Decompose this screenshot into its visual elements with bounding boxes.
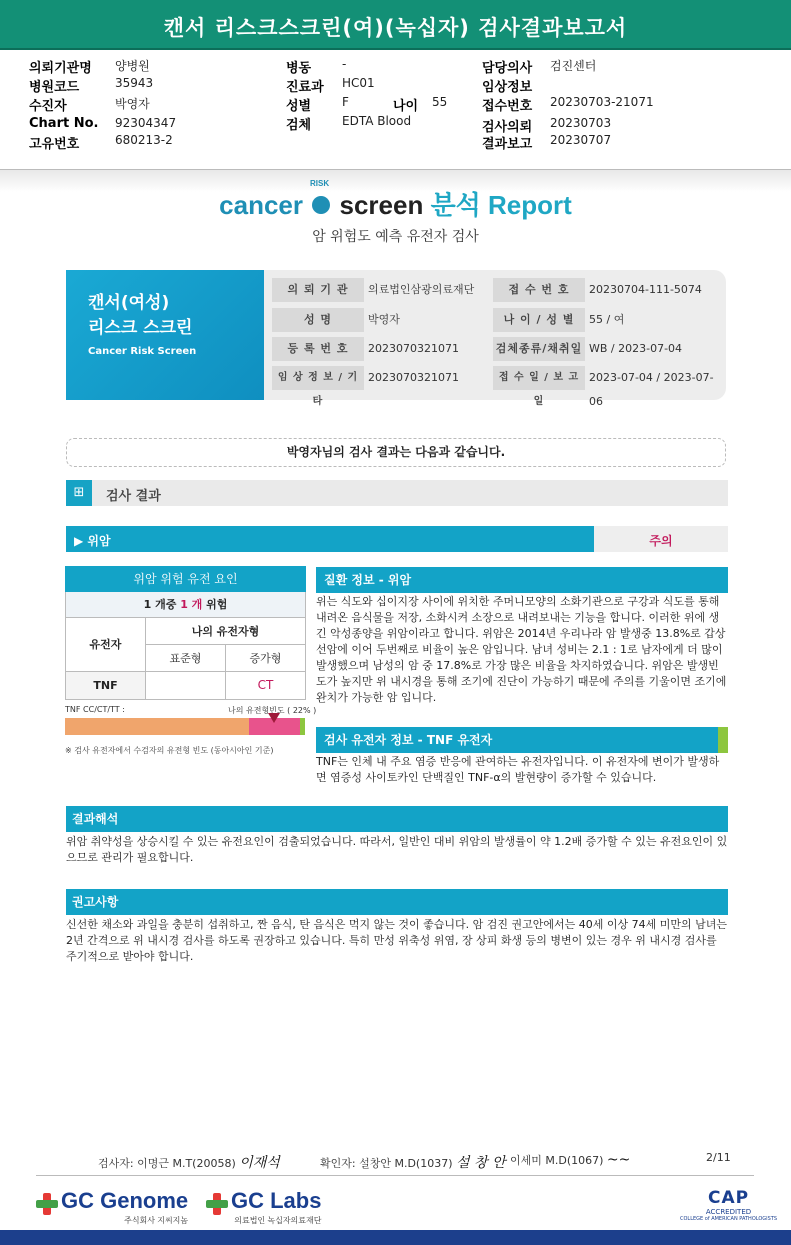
ward-label: 병동 bbox=[286, 61, 312, 76]
logo-word-screen: screen bbox=[339, 190, 424, 220]
logo-word-cancer: cancer bbox=[219, 190, 304, 220]
gene-name: TNF bbox=[66, 672, 146, 699]
gc-cross-icon bbox=[206, 1193, 228, 1215]
tester-signature bbox=[98, 1152, 280, 1172]
specimen-value: EDTA Blood bbox=[342, 114, 412, 128]
result-label: 결과보고 bbox=[482, 137, 533, 152]
unique-no-value: 680213-2 bbox=[115, 133, 173, 147]
gc-labs-sub: 의료법인 녹십자의료재단 bbox=[234, 1215, 322, 1225]
card-title-line1: 캔서(여성) bbox=[88, 293, 170, 313]
cap-college: COLLEGE of AMERICAN PATHOLOGISTS bbox=[680, 1216, 778, 1222]
result-value: 20230707 bbox=[550, 133, 612, 147]
hospital-code-label: 병원코드 bbox=[29, 80, 80, 95]
genotype-value: CT bbox=[257, 678, 274, 692]
gc-genome-sub: 주식회사 지씨지놈 bbox=[124, 1215, 189, 1225]
gene-table-title: 위암 위험 유전 요인 bbox=[65, 566, 306, 592]
my-frequency-marker-icon bbox=[268, 713, 280, 723]
logo-risk-tag: RISK bbox=[310, 179, 330, 188]
info-value: 55 / 여 bbox=[589, 313, 625, 326]
info-key: 접 수 일 / 보 고 일 bbox=[493, 366, 585, 390]
info-value: 2023070321071 bbox=[368, 342, 459, 355]
info-value: 2023-07-04 / 2023-07-06 bbox=[589, 371, 714, 408]
logo-dot-icon bbox=[312, 196, 330, 214]
info-value: 2023070321071 bbox=[368, 371, 459, 384]
interpretation-header: 결과해석 bbox=[66, 806, 728, 832]
card-title-line2: 리스크 스크린 bbox=[88, 318, 193, 338]
receipt-label: 접수번호 bbox=[482, 99, 533, 114]
folder-plus-icon: ⊞ bbox=[66, 480, 92, 506]
freq-segment-tt bbox=[300, 718, 305, 735]
hospital-code-value: 35943 bbox=[115, 76, 154, 90]
ward-value: - bbox=[342, 57, 347, 71]
risk-status: 주의 bbox=[649, 534, 673, 548]
disease-info-header: 질환 정보 - 위암 bbox=[316, 567, 728, 593]
gene-info-body: TNF는 인체 내 주요 염증 반응에 관여하는 유전자입니다. 이 유전자에 변이가 발생하면 염증성 사이토카인 단백질인 TNF-α의 발현량이 증가할 수 있습니다. bbox=[316, 755, 720, 784]
gene-table bbox=[65, 618, 306, 700]
confirmer-signature bbox=[320, 1152, 505, 1172]
info-key: 접 수 번 호 bbox=[493, 278, 585, 302]
my-genotype-header: 나의 유전자형 bbox=[146, 618, 305, 645]
dept-value: HC01 bbox=[342, 76, 375, 90]
normal-type-header: 표준형 bbox=[146, 645, 226, 672]
report-header-fields bbox=[0, 52, 791, 170]
institution-label: 의뢰기관명 bbox=[29, 61, 92, 76]
report-subtitle: 암 위험도 예측 유전자 검사 bbox=[312, 229, 479, 245]
info-value: 박영자 bbox=[368, 313, 400, 326]
disease-info-body: 위는 식도와 십이지장 사이에 위치한 주머니모양의 소화기관으로 구강과 식도를 통해 내려온 음식물을 저장, 소화시켜 소장으로 내려보내는 기능을 합니다. 이러한 위에 생긴 악성종양을 위암이라고 합니다. 위암은 2014년 우리나라 암 발생중 13.8%로 갑상선암에 이어 두번째로 비율이 높은 암입니다. 남녀 성비는 2.1 : 1로 남자에게 더 많이 발생했으며 남성의 암 중 17.8%로 가장 많은 비율을 차지하였습니다. 위암은 발생빈도가 높지만 위 내시경을 통해 조기에 진단이 가능하기 때문에 주의를 기울이면 조기에 완치가 가능한 암 입니다. bbox=[316, 595, 727, 704]
cap-name: CAP bbox=[707, 1188, 750, 1208]
count-prefix: 1 개중 bbox=[143, 598, 181, 611]
gene-info-accent bbox=[718, 727, 728, 753]
section-title: 검사 결과 bbox=[106, 489, 161, 504]
frequency-gene-label: TNF CC/CT/TT : bbox=[65, 705, 125, 714]
footer-divider bbox=[36, 1175, 754, 1176]
request-value: 20230703 bbox=[550, 116, 612, 130]
info-value: 20230704-111-5074 bbox=[589, 283, 702, 296]
age-label: 나이 bbox=[393, 99, 419, 114]
info-key: 등 록 번 호 bbox=[272, 337, 364, 361]
frequency-footnote: ※ 검사 유전자에서 수검자의 유전형 빈도 (동아시아인 기준) bbox=[65, 746, 274, 755]
sex-label: 성별 bbox=[286, 99, 312, 114]
age-value: 55 bbox=[432, 95, 448, 109]
cap-accredited-logo bbox=[680, 1188, 777, 1222]
unique-no-label: 고유번호 bbox=[29, 137, 80, 152]
clinical-label: 임상정보 bbox=[482, 80, 533, 95]
specimen-label: 검체 bbox=[286, 118, 312, 133]
risk-bar-fill bbox=[66, 526, 594, 552]
tester-sign-mark: 이재석 bbox=[239, 1155, 280, 1171]
info-key: 임 상 정 보 / 기 타 bbox=[272, 366, 364, 390]
report-title: 캔서 리스크스크린(여)(녹십자) 검사결과보고서 bbox=[163, 16, 628, 40]
my-frequency-label: 나의 유전형빈도 ( 22% ) bbox=[228, 706, 317, 715]
patient-value: 박영자 bbox=[115, 97, 150, 111]
increase-type-header: 증가형 bbox=[226, 645, 305, 672]
gc-genome-logo bbox=[36, 1188, 188, 1226]
institution-value: 양병원 bbox=[115, 59, 150, 73]
dept-label: 진료과 bbox=[286, 80, 324, 95]
doctor2-signature bbox=[510, 1152, 630, 1168]
patient-info-card bbox=[66, 270, 726, 408]
patient-label: 수진자 bbox=[29, 99, 67, 114]
cancer-name: ▶ 위암 bbox=[74, 534, 111, 548]
gc-labs-logo bbox=[206, 1188, 321, 1226]
confirmer-name: 확인자: 설창안 M.D(1037) bbox=[320, 1157, 453, 1170]
gc-labs-name: GC Labs bbox=[231, 1188, 322, 1213]
freq-segment-cc bbox=[65, 718, 249, 735]
result-notice: 박영자님의 검사 결과는 다음과 같습니다. bbox=[66, 438, 726, 467]
gc-cross-icon bbox=[36, 1193, 58, 1215]
report-title-bar bbox=[0, 0, 791, 50]
info-key: 의 뢰 기 관 bbox=[272, 278, 364, 302]
chart-no-label: Chart No. bbox=[29, 116, 99, 131]
info-card-banner bbox=[66, 270, 264, 400]
cap-accredited: ACCREDITED bbox=[705, 1208, 752, 1216]
doctor2-name: 이세미 M.D(1067) bbox=[510, 1154, 604, 1167]
doctor-value: 검진센터 bbox=[550, 59, 597, 73]
doctor2-sign-mark: ~~ bbox=[606, 1152, 631, 1168]
card-title-en: Cancer Risk Screen bbox=[88, 346, 197, 357]
info-value: WB / 2023-07-04 bbox=[589, 342, 683, 355]
cancer-screen-logo bbox=[0, 179, 791, 222]
gc-genome-name: GC Genome bbox=[61, 1188, 189, 1213]
recommendation-body: 신선한 채소와 과일을 충분히 섭취하고, 짠 음식, 탄 음식은 먹지 않는 것이 좋습니다. 암 검진 권고안에서는 40세 이상 74세 미만의 남녀는 2년 간격으로 위 내시경 검사를 하도록 권장하고 있습니다. 특히 만성 위축성 위염, 장 상피 화생 등의 병변이 있는 경우 위 내시경 검사를 주기적으로 받아야 합니다. bbox=[66, 918, 727, 963]
normal-type-cell bbox=[146, 672, 226, 699]
gene-col-header: 유전자 bbox=[66, 618, 146, 672]
doctor-label: 담당의사 bbox=[482, 61, 533, 76]
cancer-risk-bar bbox=[66, 526, 728, 552]
gene-risk-count bbox=[65, 592, 306, 618]
info-key: 나 이 / 성 별 bbox=[493, 308, 585, 332]
logo-word-analysis: 분석 bbox=[430, 190, 481, 220]
page-number: 2/11 bbox=[706, 1151, 731, 1164]
request-label: 검사의뢰 bbox=[482, 120, 533, 135]
logo-word-report: Report bbox=[488, 190, 572, 220]
chart-no-value: 92304347 bbox=[115, 116, 177, 130]
sex-value: F bbox=[342, 95, 349, 109]
count-suffix: 위험 bbox=[202, 598, 228, 611]
interpretation-body: 위암 취약성을 상승시킬 수 있는 유전요인이 검출되었습니다. 따라서, 일반인 대비 위암의 발생률이 약 1.2배 증가할 수 있는 유전요인이 있으므로 관리가 필요합니다. bbox=[66, 835, 728, 864]
gene-info-header: 검사 유전자 정보 - TNF 유전자 bbox=[316, 727, 718, 753]
info-key: 검체종류/채취일 bbox=[493, 337, 585, 361]
recommendation-header: 권고사항 bbox=[66, 889, 728, 915]
info-key: 성 명 bbox=[272, 308, 364, 332]
confirmer-sign-mark: 설 창 안 bbox=[456, 1155, 506, 1171]
test-result-section-header bbox=[66, 480, 728, 506]
receipt-value: 20230703-21071 bbox=[550, 95, 654, 109]
info-value: 의료법인삼광의료재단 bbox=[368, 283, 475, 296]
count-number: 1 개 bbox=[180, 598, 203, 611]
footer-address-bar bbox=[0, 1230, 791, 1245]
tester-name: 검사자: 이명근 M.T(20058) bbox=[98, 1157, 236, 1170]
